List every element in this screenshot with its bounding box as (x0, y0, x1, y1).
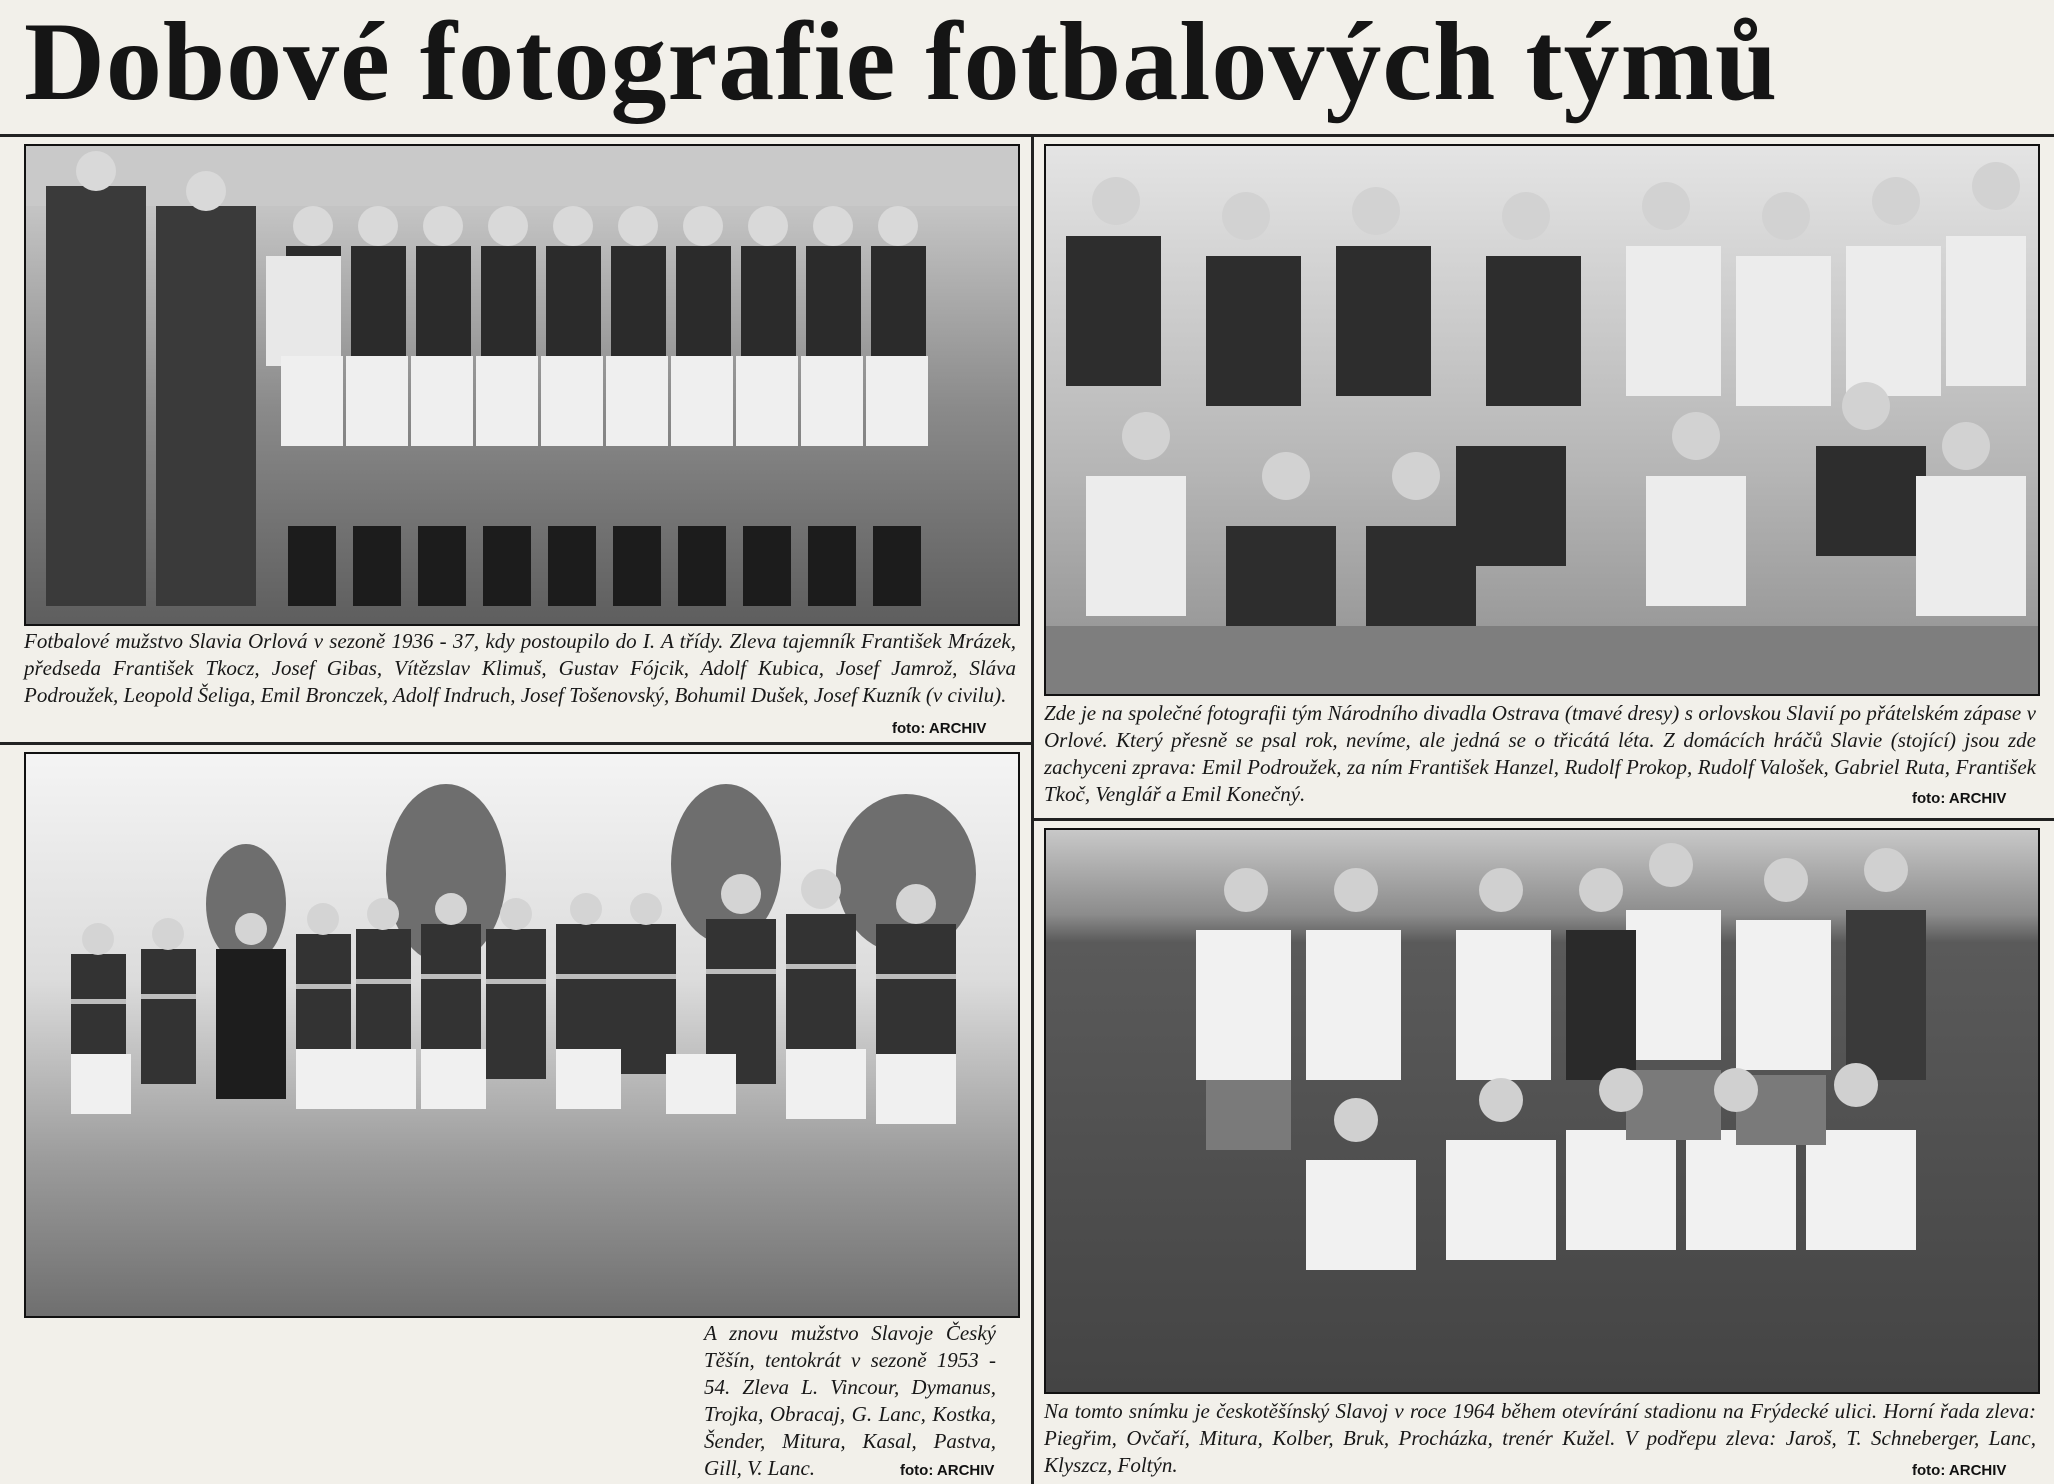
photo-image (26, 146, 1018, 624)
page-headline: Dobové fotografie fotbalových týmů (24, 0, 1779, 124)
photo-credit: foto: ARCHIV (892, 720, 987, 737)
photo-credit: foto: ARCHIV (900, 1462, 995, 1479)
photo-caption-slavoj-cesky-tesin-1964: Na tomto snímku je českotěšínský Slavoj v roce 1964 během otevírání stadionu na Frýdecké ulici. Horní řada zleva: Piegřim, Ovčaří, Mitura, Kolber, Bruk, Procházka, trenér Kužel. V podřepu zleva: Jaroš, T. Schneberger, Lanc, Klyszcz, Foltýn. (1044, 1399, 2036, 1477)
column-divider (1031, 137, 1034, 1484)
left-section-rule (0, 742, 1031, 745)
team-photo-narodni-divadlo-ostrava (1044, 144, 2040, 696)
team-photo-slavoj-cesky-tesin-1953 (24, 752, 1020, 1318)
photo-image (26, 754, 1018, 1316)
headline-rule (0, 134, 2054, 137)
photo-caption-narodni-divadlo-ostrava: Zde je na společné fotografii tým Národního divadla Ostrava (tmavé dresy) s orlovskou Slavií po přátelském zápase v Orlové. Který přesně se psal rok, nevíme, ale jedná se o třicátá léta. Z domácích hráčů Slavie (stojící) jsou zde zachyceni zprava: Emil Podroužek, za ním František Hanzel, Rudolf Prokop, Rudolf Valošek, Gabriel Ruta, František Tkoč, Venglář a Emil Konečný. (1044, 701, 2036, 806)
team-photo-slavoj-cesky-tesin-1964 (1044, 828, 2040, 1394)
photo-image (1046, 146, 2038, 694)
photo-image (1046, 830, 2038, 1392)
team-photo-slavia-orlova-1936 (24, 144, 1020, 626)
photo-caption-slavoj-cesky-tesin-1953: A znovu mužstvo Slavoje Český Těšín, tentokrát v sezoně 1953 - 54. Zleva L. Vincour, Dymanus, Trojka, Obracaj, G. Lanc, Kostka, Šender, Mitura, Kasal, Pastva, Gill, V. Lanc. (704, 1321, 996, 1480)
photo-credit: foto: ARCHIV (1912, 1462, 2007, 1479)
photo-caption-slavia-orlova-1936: Fotbalové mužstvo Slavia Orlová v sezoně 1936 - 37, kdy postoupilo do I. A třídy. Zleva tajemník František Mrázek, předseda František Tkocz, Josef Gibas, Vítězslav Klimuš, Gustav Fójcik, Adolf Kubica, Josef Jamrož, Sláva Podroužek, Leopold Šeliga, Emil Bronczek, Adolf Indruch, Josef Tošenovský, Bohumil Dušek, Josef Kuzník (v civilu). (24, 629, 1016, 707)
photo-credit: foto: ARCHIV (1912, 790, 2007, 807)
right-section-rule (1034, 818, 2054, 821)
